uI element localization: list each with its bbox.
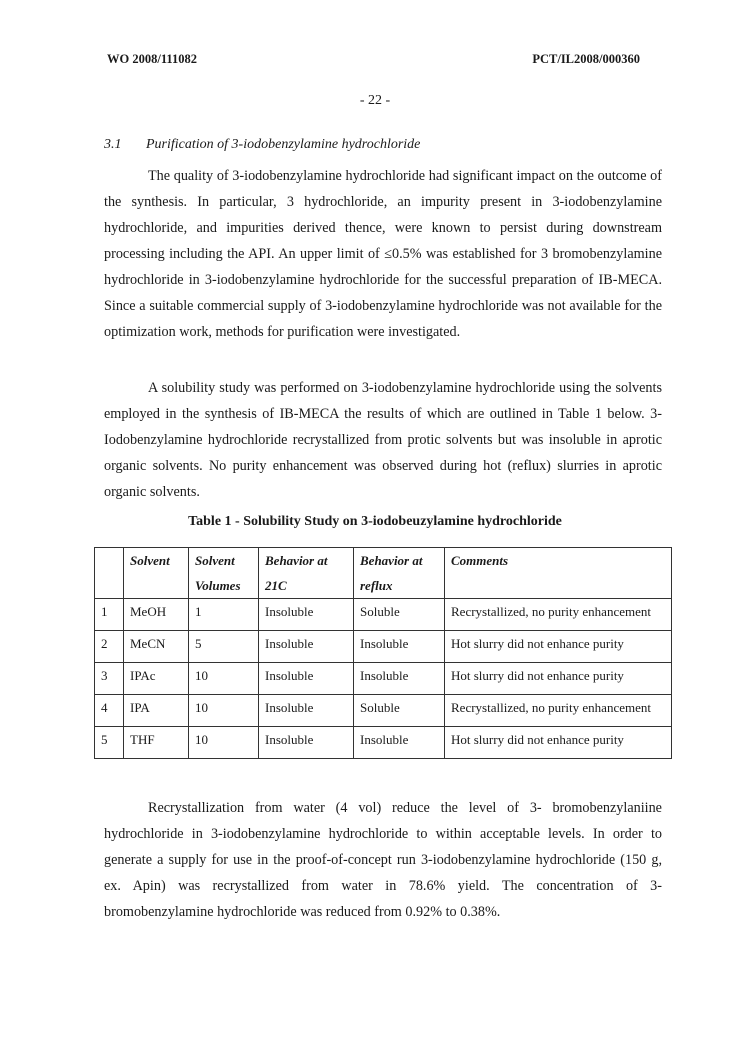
cell-comments: Hot slurry did not enhance purity [445,631,672,663]
cell-comments: Recrystallized, no purity enhancement [445,599,672,631]
cell-index: 5 [95,727,124,759]
application-number: PCT/IL2008/000360 [532,52,640,66]
header-cell-volumes: Solvent Volumes [189,548,259,599]
header-cell-behavior-reflux: Behavior at reflux [354,548,445,599]
header-cell-comments: Comments [445,548,672,599]
cell-solvent: IPAc [124,663,189,695]
cell-comments: Hot slurry did not enhance purity [445,727,672,759]
section-heading [104,137,420,153]
table-row [95,631,672,663]
cell-behavior-21c: Insoluble [259,695,354,727]
cell-behavior-21c: Insoluble [259,727,354,759]
table-row [95,695,672,727]
cell-comments: Recrystallized, no purity enhancement [445,695,672,727]
paragraph-text: A solubility study was performed on 3-iodobenzylamine hydrochloride using the solvents employed in the synthesis of IB-MECA the results of which are outlined in Table 1 below. 3-Iodobenzylamine hydrochloride recrystallized from protic solvents but was insoluble in aprotic organic solvents. No purity enhancement was observed during hot (reflux) slurries in aprotic organic solvents. [104,380,662,500]
cell-volumes: 10 [189,727,259,759]
cell-behavior-21c: Insoluble [259,599,354,631]
cell-volumes: 10 [189,695,259,727]
cell-behavior-reflux: Soluble [354,695,445,727]
cell-comments: Hot slurry did not enhance purity [445,663,672,695]
table-caption: Table 1 - Solubility Study on 3-iodobeuzylamine hydrochloride [188,514,562,529]
table-row [95,663,672,695]
section-title: Purification of 3-iodobenzylamine hydrochloride [146,137,421,152]
table-row [95,727,672,759]
header-cell-behavior-21c: Behavior at 21C [259,548,354,599]
cell-behavior-reflux: Insoluble [354,727,445,759]
paragraph-text: The quality of 3-iodobenzylamine hydrochloride had significant impact on the outcome of the synthesis. In particular, 3 hydrochloride, an impurity present in 3-iodobenzylamine hydrochloride, and impurities derived thence, were known to persist during downstream processing including the API. An upper limit of ≤0.5% was established for 3 bromobenzylamine hydrochloride in 3-iodobenzylamine hydrochloride for the successful preparation of IB-MECA. Since a suitable commercial supply of 3-iodobenzylamine hydrochloride was not available for the optimization work, methods for purification were investigated. [104,168,662,340]
cell-index: 2 [95,631,124,663]
paragraph-text: Recrystallization from water (4 vol) reduce the level of 3- bromobenzylaniine hydrochloride in 3-iodobenzylamine hydrochloride to within acceptable levels. In order to generate a supply for use in the proof-of-concept run 3-iodobenzylamine hydrochloride (150 g, ex. Apin) was recrystallized from water in 78.6% yield. The concentration of 3-bromobenzylamine hydrochloride was reduced from 0.92% to 0.38%. [104,800,662,920]
cell-behavior-reflux: Insoluble [354,631,445,663]
cell-behavior-21c: Insoluble [259,663,354,695]
cell-behavior-reflux: Insoluble [354,663,445,695]
publication-number: WO 2008/111082 [107,52,197,66]
paragraph [104,163,662,345]
table-row [95,599,672,631]
cell-volumes: 1 [189,599,259,631]
page-number: - 22 - [359,93,391,108]
paragraph [104,375,662,505]
table-header-row [95,548,672,599]
cell-behavior-reflux: Soluble [354,599,445,631]
cell-solvent: MeCN [124,631,189,663]
cell-solvent: IPA [124,695,189,727]
cell-solvent: MeOH [124,599,189,631]
cell-volumes: 10 [189,663,259,695]
solubility-table [94,547,672,759]
paragraph [104,795,662,925]
cell-index: 4 [95,695,124,727]
header-cell-index [95,548,124,599]
cell-index: 3 [95,663,124,695]
cell-volumes: 5 [189,631,259,663]
header-cell-solvent: Solvent [124,548,189,599]
cell-index: 1 [95,599,124,631]
cell-behavior-21c: Insoluble [259,631,354,663]
section-number: 3.1 [104,137,122,152]
cell-solvent: THF [124,727,189,759]
